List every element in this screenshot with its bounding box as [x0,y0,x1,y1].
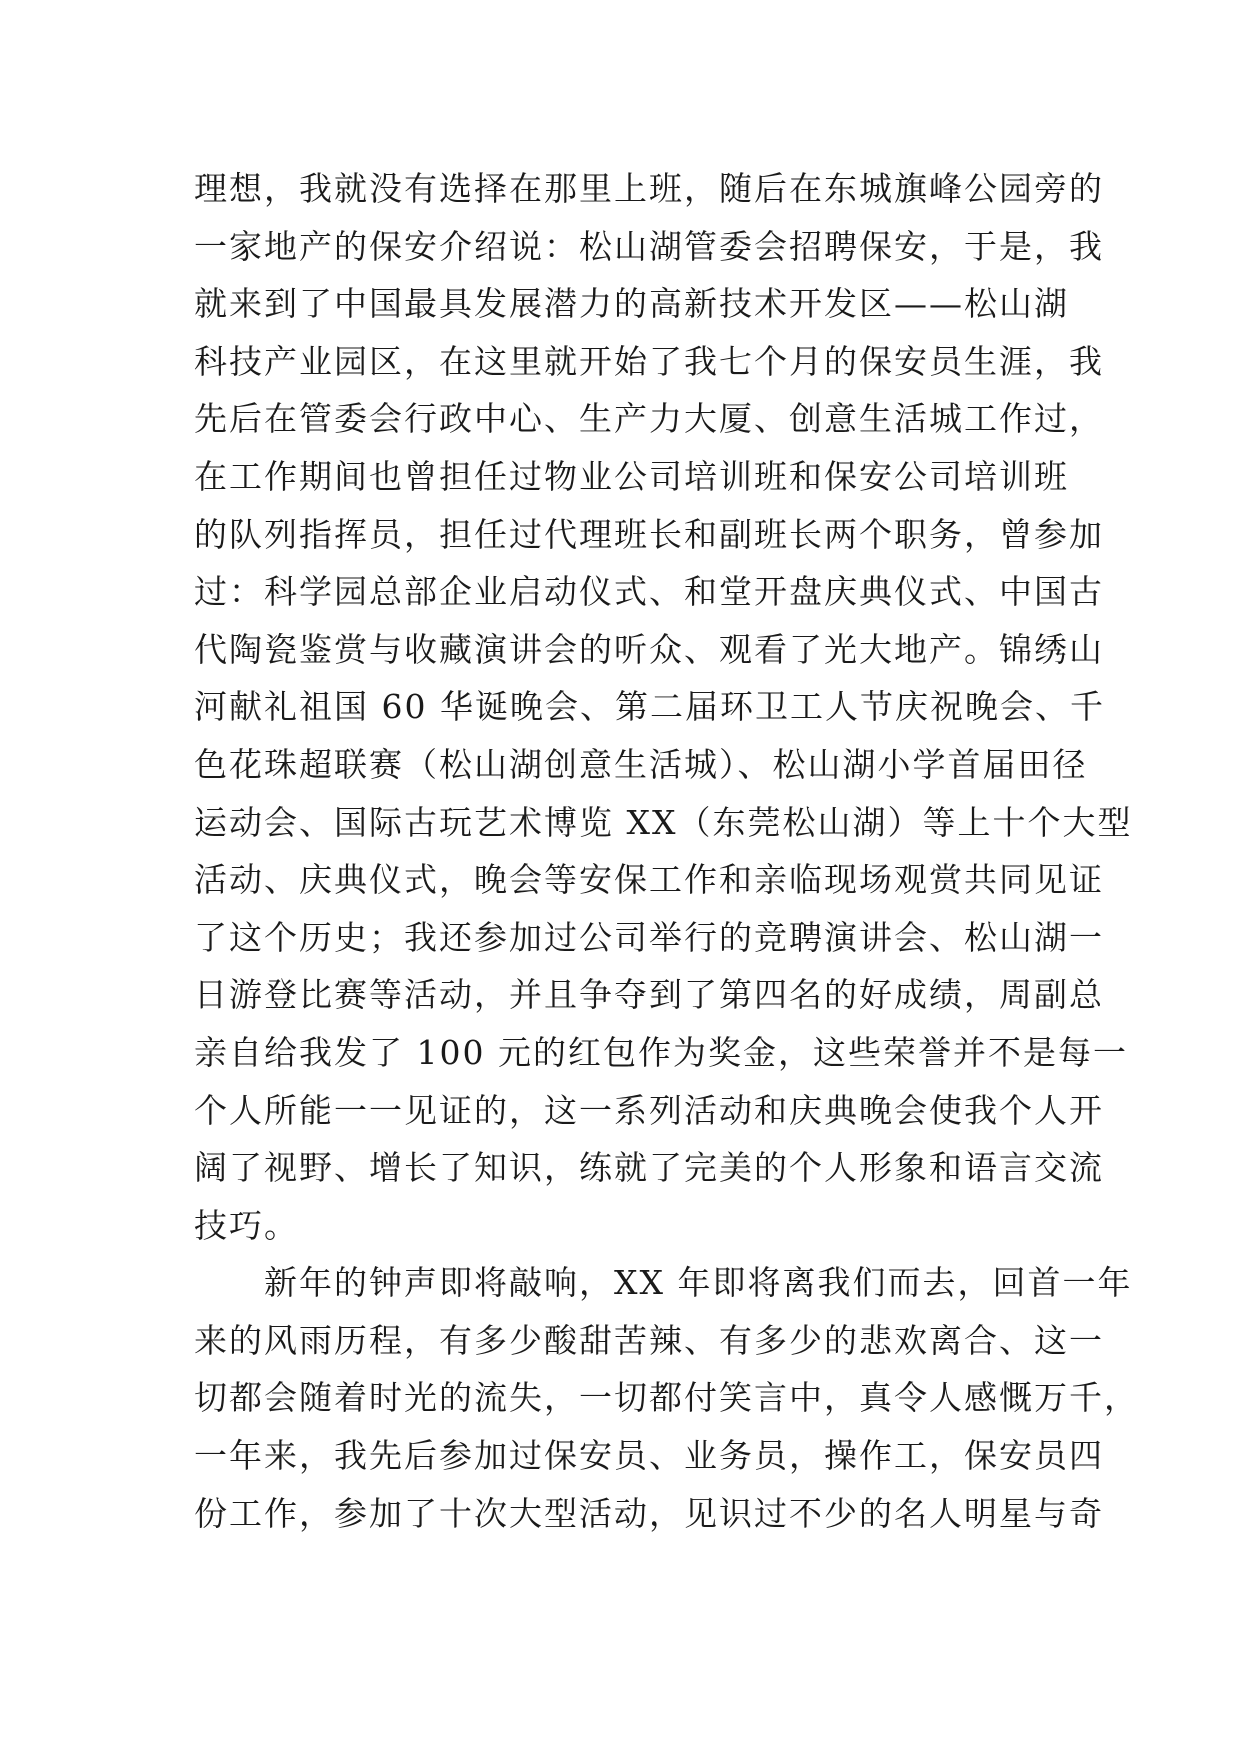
body-text [194,160,1139,1542]
text-line: 就来到了中国最具发展潜力的高新技术开发区——松山湖 [194,284,1069,324]
text-line: 个人所能一一见证的，这一系列活动和庆典晚会使我个人开 [194,1090,1104,1130]
text-line: 色花珠超联赛（松山湖创意生活城）、松山湖小学首届田径 [194,744,1088,784]
text-line: 技巧。 [194,1205,299,1245]
text-line: 一家地产的保安介绍说：松山湖管委会招聘保安，于是，我 [194,226,1104,266]
text-line: 代陶瓷鉴赏与收藏演讲会的听众、观看了光大地产。锦绣山 [194,629,1104,669]
text-line: 份工作，参加了十次大型活动，见识过不少的名人明星与奇 [194,1493,1104,1533]
text-line: 理想，我就没有选择在那里上班，随后在东城旗峰公园旁的 [194,169,1104,208]
text-line: 运动会、国际古玩艺术博览 XX（东莞松山湖）等上十个大型 [194,802,1133,842]
text-line: 日游登比赛等活动，并且争夺到了第四名的好成绩，周副总 [194,975,1104,1015]
text-line: 在工作期间也曾担任过物业公司培训班和保安公司培训班 [194,456,1069,496]
text-line: 切都会随着时光的流失，一切都付笑言中，真令人感慨万千， [194,1378,1139,1418]
text-line: 新年的钟声即将敲响，XX 年即将离我们而去，回首一年 [194,1263,1133,1303]
text-line: 科技产业园区，在这里就开始了我七个月的保安员生涯，我 [194,341,1104,381]
text-line: 了这个历史；我还参加过公司举行的竞聘演讲会、松山湖一 [194,917,1104,957]
text-line: 的队列指挥员，担任过代理班长和副班长两个职务，曾参加 [194,514,1104,554]
text-line: 亲自给我发了 100 元的红包作为奖金，这些荣誉并不是每一 [194,1032,1128,1072]
text-line: 河献礼祖国 60 华诞晚会、第二届环卫工人节庆祝晚会、千 [194,687,1105,727]
text-line: 活动、庆典仪式，晚会等安保工作和亲临现场观赏共同见证 [194,860,1104,900]
text-line: 一年来，我先后参加过保安员、业务员，操作工，保安员四 [194,1436,1104,1476]
text-line: 阔了视野、增长了知识，练就了完美的个人形象和语言交流 [194,1148,1104,1188]
text-line: 先后在管委会行政中心、生产力大厦、创意生活城工作过， [194,399,1104,439]
text-line: 过：科学园总部企业启动仪式、和堂开盘庆典仪式、中国古 [194,572,1104,612]
text-line: 来的风雨历程，有多少酸甜苦辣、有多少的悲欢离合、这一 [194,1320,1104,1360]
